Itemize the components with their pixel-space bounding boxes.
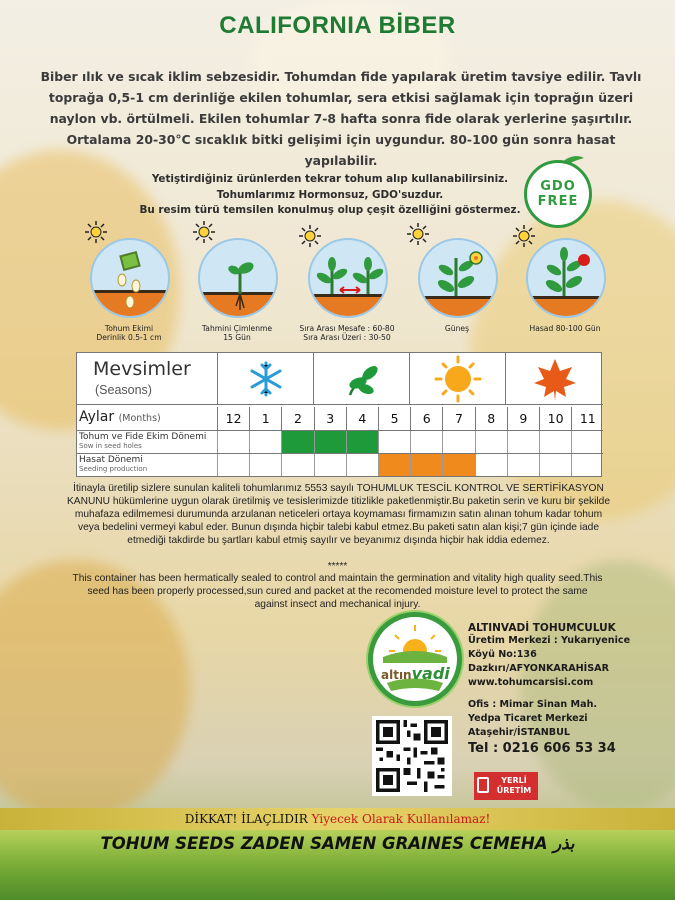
month-cell: 6 [410, 407, 442, 431]
harvest-plant-icon [526, 238, 606, 318]
qr-code-icon [376, 720, 448, 792]
month-cell: 5 [378, 407, 410, 431]
period-cell [410, 431, 442, 453]
sun-icon [512, 224, 536, 248]
gdo-free-badge [524, 160, 592, 228]
logo-wordmark: altınvadi [381, 664, 450, 683]
flowering-plant-icon [418, 238, 498, 318]
month-cell: 9 [507, 407, 539, 431]
period-cell [475, 431, 507, 453]
sun-icon [406, 222, 430, 246]
month-cell: 8 [475, 407, 507, 431]
address-line2: Köyü No:136 [468, 649, 537, 660]
harvest-period-row [217, 454, 603, 476]
qr-code[interactable] [372, 716, 452, 796]
period-cell [378, 454, 410, 476]
legal-text-english: This container has been hermatically sealed to control and maintain the germination and vitality high quality seed.This seed has been properly processed,sun cured and packet at the recomended moisture level to protect the same against insect and mechanical injury. [72, 573, 603, 610]
note-gmo: Tohumlarımız Hormonsuz, GDO'suzdur. [216, 188, 444, 201]
production-center: Üretim Merkezi : Yukarıyenice [468, 635, 631, 646]
seasons-table [76, 352, 602, 477]
period-cell [314, 431, 346, 453]
period-cell [314, 454, 346, 476]
month-cell: 4 [346, 407, 378, 431]
sprout-icon [198, 238, 278, 318]
harvest-row-label: Hasat Dönemi Seeding production [79, 455, 148, 473]
seasons-title: Mevsimler [93, 358, 191, 380]
period-cell [217, 431, 249, 453]
office-address: Ofis : Mimar Sinan Mah. [468, 699, 598, 710]
months-row [217, 407, 603, 431]
phone-number[interactable]: Tel : 0216 606 53 34 [468, 741, 616, 756]
period-cell [539, 431, 571, 453]
separator-stars: ***** [327, 561, 348, 572]
period-cell [571, 431, 603, 453]
period-cell [571, 454, 603, 476]
factory-icon [477, 777, 489, 793]
website-link[interactable]: www.tohumcarsisi.com [468, 677, 594, 688]
stage-caption: Tohum Ekimi Derinlik 0.5-1 cm [96, 324, 162, 342]
month-cell: 1 [249, 407, 281, 431]
month-cell: 3 [314, 407, 346, 431]
note-reuse: Yetiştirdiğiniz ürünlerden tekrar tohum alıp kullanabilirsiniz. [151, 173, 509, 185]
period-cell [346, 454, 378, 476]
seasons-header [77, 353, 603, 405]
sun-icon [84, 220, 108, 244]
period-cell [539, 454, 571, 476]
gdo-badge-line1: GDO [540, 179, 576, 194]
month-cell: 11 [571, 407, 603, 431]
sun-icon [298, 224, 322, 248]
altinvadi-logo [368, 612, 462, 706]
office-line2: Yedpa Ticaret Merkezi [468, 713, 588, 724]
season-summer [409, 353, 505, 405]
company-info [468, 622, 668, 756]
stage-caption: Güneş [444, 324, 470, 333]
month-cell: 7 [442, 407, 474, 431]
company-name: ALTINVADİ TOHUMCULUK [468, 622, 616, 634]
seasons-subtitle: (Seasons) [95, 383, 152, 397]
period-cell [217, 454, 249, 476]
months-label: Aylar (Months) [79, 409, 161, 425]
local-production-badge: YERLİ ÜRETİM [474, 772, 538, 800]
snowflake-icon [218, 353, 314, 405]
stage-caption: Sıra Arası Mesafe : 60-80 Sıra Arası Üzeri : 30-50 [299, 324, 395, 342]
month-cell: 12 [217, 407, 249, 431]
period-cell [410, 454, 442, 476]
period-cell [281, 454, 313, 476]
period-cell [507, 454, 539, 476]
period-cell [442, 454, 474, 476]
period-cell [249, 431, 281, 453]
autumn-leaf-icon [506, 353, 604, 405]
season-winter [217, 353, 313, 405]
sun-field-logo-icon [373, 617, 457, 701]
sowing-row-label: Tohum ve Fide Ekim Dönemi Sow in seed holes [79, 432, 207, 450]
season-autumn [505, 353, 603, 405]
growing-instructions: Biber ılık ve sıcak iklim sebzesidir. Tohumdan fide yapılarak üretim tavsiye edilir. Tavlı toprağa 0,5-1 cm derinliğe ekilen tohumlar, sera etkisi sağlamak için toprağın üzeri naylon vb. örtülmeli. Ekilen tohumlar 7-8 hafta sonra fide olarak yerlerine şaşırtılır. Ortalama 20-30°C sıcaklık bitki gelişimi için uygundur. 80-100 gün sonra hasat yapılabilir. [40, 69, 642, 168]
product-title: CALIFORNIA BİBER [219, 12, 456, 39]
stage-caption: Tahmini Çimlenme 15 Gün [201, 324, 273, 342]
warning-not-food: Yiyecek Olarak Kullanılamaz! [311, 812, 491, 826]
month-cell: 10 [539, 407, 571, 431]
sowing-period-row [217, 431, 603, 453]
office-line3: Ataşehir/İSTANBUL [468, 727, 571, 738]
sun-icon [192, 220, 216, 244]
spacing-icon [308, 238, 388, 318]
note-image: Bu resim türü temsilen konulmuş olup çeşit özelliğini göstermez. [139, 204, 521, 216]
stage-caption: Hasad 80-100 Gün [529, 324, 601, 333]
bottom-banner [0, 830, 675, 900]
period-cell [442, 431, 474, 453]
address-line3: Dazkırı/AFYONKARAHİSAR [468, 663, 609, 674]
season-spring [313, 353, 409, 405]
seed-sowing-icon [90, 238, 170, 318]
warning-strip [0, 808, 675, 830]
month-cell: 2 [281, 407, 313, 431]
sun-icon [410, 353, 506, 405]
seed-notes [130, 172, 530, 219]
period-cell [475, 454, 507, 476]
period-cell [346, 431, 378, 453]
gdo-badge-line2: FREE [537, 194, 579, 209]
period-cell [378, 431, 410, 453]
growth-stages [80, 220, 600, 345]
period-cell [507, 431, 539, 453]
seeds-multilingual: TOHUM SEEDS ZADEN SAMEN GRAINES CEMEHA بذر [100, 834, 575, 853]
period-cell [249, 454, 281, 476]
period-cell [281, 431, 313, 453]
legal-text-turkish: İtinayla üretilip sizlere sunulan kaliteli tohumlarımız 5553 sayılı TOHUMLUK TESCİL KONTROL VE SERTİFİKASYON KANUNU hükümlerine uygun olarak üretilmiş ve tesislerimizde titizlikle paketlenmiştir.Bu paketin serin ve kuru bir şekilde muhafaza edilmemesi durumunda arzulanan neticeleri ortaya koymaması firmamızın satın alınan tohum kadar tohum veya bedelini vermeyi kabul eder. Bunun dışında hiçbir talebi kabul etmez.Bu paketi satın alan kişi;7 gün içinde iade etmediği takdirde bu şartları kabul etmiş sayılır ve beyanımız dışında hiçbir hak iddia edemez. [67, 483, 610, 546]
warning-pesticide: DİKKAT! İLAÇLIDIR [184, 812, 308, 826]
leaves-icon [314, 353, 410, 405]
